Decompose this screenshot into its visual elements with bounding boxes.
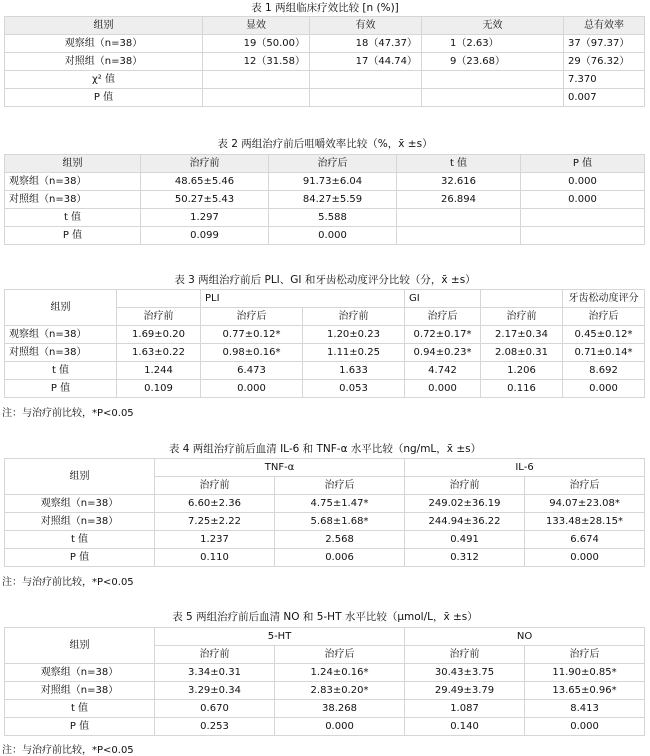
table-cell: P 值: [5, 718, 155, 736]
table-cell: 1.11±0.25: [303, 344, 405, 362]
table-cell: 0.000: [405, 380, 481, 398]
table3-header-blank: [117, 290, 201, 308]
table-cell: 观察组（n=38）: [5, 326, 117, 344]
table-cell: [310, 71, 422, 89]
table2-header-cell: 治疗后: [269, 155, 397, 173]
table-cell: 1（2.63）: [422, 35, 564, 53]
table3-sub-cell: 治疗前: [481, 308, 563, 326]
table-cell: 0.98±0.16*: [201, 344, 303, 362]
table-cell: t 值: [5, 531, 155, 549]
table-cell: 1.633: [303, 362, 405, 380]
table3-sub-cell: 治疗后: [201, 308, 303, 326]
table1-header-row: [5, 17, 645, 35]
table-cell: 0.000: [521, 191, 645, 209]
table-row: [5, 700, 645, 718]
table1-header-cell: 总有效率: [564, 17, 645, 35]
table-cell: 0.000: [525, 549, 645, 567]
table-row: [5, 71, 645, 89]
table-cell: 9（23.68）: [422, 53, 564, 71]
table5-header-no: NO: [405, 628, 645, 646]
table-cell: 对照组（n=38）: [5, 53, 203, 71]
table-row: [5, 35, 645, 53]
table-row: [5, 173, 645, 191]
table-cell: [422, 71, 564, 89]
table1: [4, 16, 645, 107]
table-cell: 13.65±0.96*: [525, 682, 645, 700]
table2-header-cell: t 值: [397, 155, 521, 173]
table-cell: 4.742: [405, 362, 481, 380]
table-cell: 19（50.00）: [203, 35, 310, 53]
table4-header-row: [5, 459, 645, 477]
table-cell: 对照组（n=38）: [5, 344, 117, 362]
table-cell: 133.48±28.15*: [525, 513, 645, 531]
table4-footnote: 注：与治疗前比较，*P<0.05: [2, 577, 134, 588]
table3-caption: 表 3 两组治疗前后 PLI、GI 和牙齿松动度评分比较（分，x̄ ±s）: [174, 274, 476, 286]
table3-header-gi: GI: [405, 290, 481, 308]
table4-sub-cell: 治疗前: [405, 477, 525, 495]
table-cell: 2.17±0.34: [481, 326, 563, 344]
table-cell: 7.25±2.22: [155, 513, 275, 531]
table-cell: 12（31.58）: [203, 53, 310, 71]
table3-sub-cell: 治疗后: [563, 308, 645, 326]
table-cell: 1.20±0.23: [303, 326, 405, 344]
table-row: [5, 718, 645, 736]
table-cell: [521, 209, 645, 227]
table2-header-cell: P 值: [521, 155, 645, 173]
table-cell: 0.000: [525, 718, 645, 736]
table-cell: 5.588: [269, 209, 397, 227]
table-cell: 249.02±36.19: [405, 495, 525, 513]
table-cell: 1.206: [481, 362, 563, 380]
table-cell: 8.413: [525, 700, 645, 718]
table5-sub-cell: 治疗前: [405, 646, 525, 664]
table3-sub-cell: 治疗后: [405, 308, 481, 326]
table-cell: 29（76.32）: [564, 53, 645, 71]
table-cell: [203, 89, 310, 107]
table-row: [5, 549, 645, 567]
table-cell: t 值: [5, 362, 117, 380]
table-cell: 1.237: [155, 531, 275, 549]
table-cell: 1.69±0.20: [117, 326, 201, 344]
table-cell: 0.94±0.23*: [405, 344, 481, 362]
table3-sub-cell: 治疗前: [117, 308, 201, 326]
table-cell: 0.71±0.14*: [563, 344, 645, 362]
table-row: [5, 53, 645, 71]
table-cell: 0.72±0.17*: [405, 326, 481, 344]
table-cell: 84.27±5.59: [269, 191, 397, 209]
table-cell: 0.110: [155, 549, 275, 567]
table-cell: 观察组（n=38）: [5, 173, 141, 191]
table4-header-il6: IL-6: [405, 459, 645, 477]
table2-caption: 表 2 两组治疗前后咀嚼效率比较（%，x̄ ±s）: [217, 138, 433, 150]
table-cell: 观察组（n=38）: [5, 35, 203, 53]
table-row: [5, 326, 645, 344]
table-row: [5, 495, 645, 513]
table3-group-header: 组别: [5, 290, 117, 326]
table-cell: 对照组（n=38）: [5, 682, 155, 700]
table4-header-tnf: TNF-α: [155, 459, 405, 477]
table-cell: 18（47.37）: [310, 35, 422, 53]
table-cell: [310, 89, 422, 107]
table-cell: 32.616: [397, 173, 521, 191]
table1-header-cell: 有效: [310, 17, 422, 35]
table-cell: 26.894: [397, 191, 521, 209]
table3-footnote: 注：与治疗前比较，*P<0.05: [2, 408, 134, 419]
table-cell: 3.29±0.34: [155, 682, 275, 700]
table-cell: 37（97.37）: [564, 35, 645, 53]
table5: [4, 627, 645, 736]
table2-header-row: [5, 155, 645, 173]
table2: [4, 154, 645, 245]
table-cell: 0.77±0.12*: [201, 326, 303, 344]
table-cell: 2.83±0.20*: [275, 682, 405, 700]
table3-header-pli: PLI: [201, 290, 405, 308]
table-cell: 0.053: [303, 380, 405, 398]
table4-group-header: 组别: [5, 459, 155, 495]
table4: [4, 458, 645, 567]
table4-sub-cell: 治疗前: [155, 477, 275, 495]
table-row: [5, 682, 645, 700]
table-cell: t 值: [5, 209, 141, 227]
table5-sub-cell: 治疗后: [525, 646, 645, 664]
table-cell: 29.49±3.79: [405, 682, 525, 700]
table5-sub-cell: 治疗前: [155, 646, 275, 664]
table5-group-header: 组别: [5, 628, 155, 664]
table-cell: 0.000: [201, 380, 303, 398]
table-row: [5, 664, 645, 682]
table3: [4, 289, 645, 398]
table-cell: 7.370: [564, 71, 645, 89]
table-cell: 0.312: [405, 549, 525, 567]
table-row: [5, 513, 645, 531]
table-cell: [203, 71, 310, 89]
table-cell: 0.000: [275, 718, 405, 736]
table-cell: P 值: [5, 380, 117, 398]
table-cell: 0.253: [155, 718, 275, 736]
table-cell: 8.692: [563, 362, 645, 380]
table-cell: 0.000: [563, 380, 645, 398]
table-cell: 48.65±5.46: [141, 173, 269, 191]
table5-footnote: 注：与治疗前比较，*P<0.05: [2, 745, 134, 756]
table-cell: 4.75±1.47*: [275, 495, 405, 513]
table-cell: 0.670: [155, 700, 275, 718]
table-cell: 0.006: [275, 549, 405, 567]
table-cell: [397, 209, 521, 227]
table-cell: 0.099: [141, 227, 269, 245]
table-cell: 0.000: [521, 173, 645, 191]
table3-header-mobility: 牙齿松动度评分: [563, 290, 645, 308]
table5-sub-cell: 治疗后: [275, 646, 405, 664]
table4-sub-cell: 治疗后: [275, 477, 405, 495]
table3-header-blank: [481, 290, 563, 308]
table-row: [5, 191, 645, 209]
table3-sub-cell: 治疗前: [303, 308, 405, 326]
table2-header-cell: 治疗前: [141, 155, 269, 173]
table5-caption: 表 5 两组治疗前后血清 NO 和 5-HT 水平比较（μmol/L，x̄ ±s）: [172, 611, 478, 623]
table-cell: P 值: [5, 227, 141, 245]
table-cell: 1.297: [141, 209, 269, 227]
table-cell: [521, 227, 645, 245]
table4-sub-cell: 治疗后: [525, 477, 645, 495]
table-cell: 0.116: [481, 380, 563, 398]
table-row: [5, 344, 645, 362]
table-cell: 91.73±6.04: [269, 173, 397, 191]
table1-caption: 表 1 两组临床疗效比较 [n (%)]: [251, 2, 399, 14]
table-row: [5, 380, 645, 398]
table-row: [5, 531, 645, 549]
table-cell: 50.27±5.43: [141, 191, 269, 209]
table-cell: 1.087: [405, 700, 525, 718]
table-cell: 0.491: [405, 531, 525, 549]
table-cell: 0.109: [117, 380, 201, 398]
table-cell: 1.63±0.22: [117, 344, 201, 362]
table-cell: 0.000: [269, 227, 397, 245]
table5-header-5ht: 5-HT: [155, 628, 405, 646]
table2-header-cell: 组别: [5, 155, 141, 173]
table-cell: 对照组（n=38）: [5, 513, 155, 531]
table3-header-row: [5, 290, 645, 308]
table-row: [5, 209, 645, 227]
table-row: [5, 362, 645, 380]
table-cell: 11.90±0.85*: [525, 664, 645, 682]
table-cell: 244.94±36.22: [405, 513, 525, 531]
table5-header-row: [5, 628, 645, 646]
table4-caption: 表 4 两组治疗前后血清 IL-6 和 TNF-α 水平比较（ng/mL，x̄ ±s）: [168, 443, 482, 455]
table1-header-cell: 组别: [5, 17, 203, 35]
table-cell: t 值: [5, 700, 155, 718]
table-cell: 0.45±0.12*: [563, 326, 645, 344]
table-cell: 6.674: [525, 531, 645, 549]
table-cell: 0.007: [564, 89, 645, 107]
table-cell: 1.24±0.16*: [275, 664, 405, 682]
table1-header-cell: 无效: [422, 17, 564, 35]
table-cell: 6.473: [201, 362, 303, 380]
table-cell: [422, 89, 564, 107]
table-cell: 30.43±3.75: [405, 664, 525, 682]
table-cell: 3.34±0.31: [155, 664, 275, 682]
table-cell: 5.68±1.68*: [275, 513, 405, 531]
table-cell: 6.60±2.36: [155, 495, 275, 513]
table-cell: P 值: [5, 89, 203, 107]
table-cell: 观察组（n=38）: [5, 495, 155, 513]
table-cell: [397, 227, 521, 245]
table-cell: 94.07±23.08*: [525, 495, 645, 513]
table-cell: 38.268: [275, 700, 405, 718]
table-cell: 1.244: [117, 362, 201, 380]
table1-header-cell: 显效: [203, 17, 310, 35]
table-cell: 2.568: [275, 531, 405, 549]
table-cell: 0.140: [405, 718, 525, 736]
table-cell: 对照组（n=38）: [5, 191, 141, 209]
table-cell: P 值: [5, 549, 155, 567]
table-cell: 2.08±0.31: [481, 344, 563, 362]
table-cell: 观察组（n=38）: [5, 664, 155, 682]
table-cell: χ² 值: [5, 71, 203, 89]
table-row: [5, 89, 645, 107]
table-row: [5, 227, 645, 245]
table-cell: 17（44.74）: [310, 53, 422, 71]
